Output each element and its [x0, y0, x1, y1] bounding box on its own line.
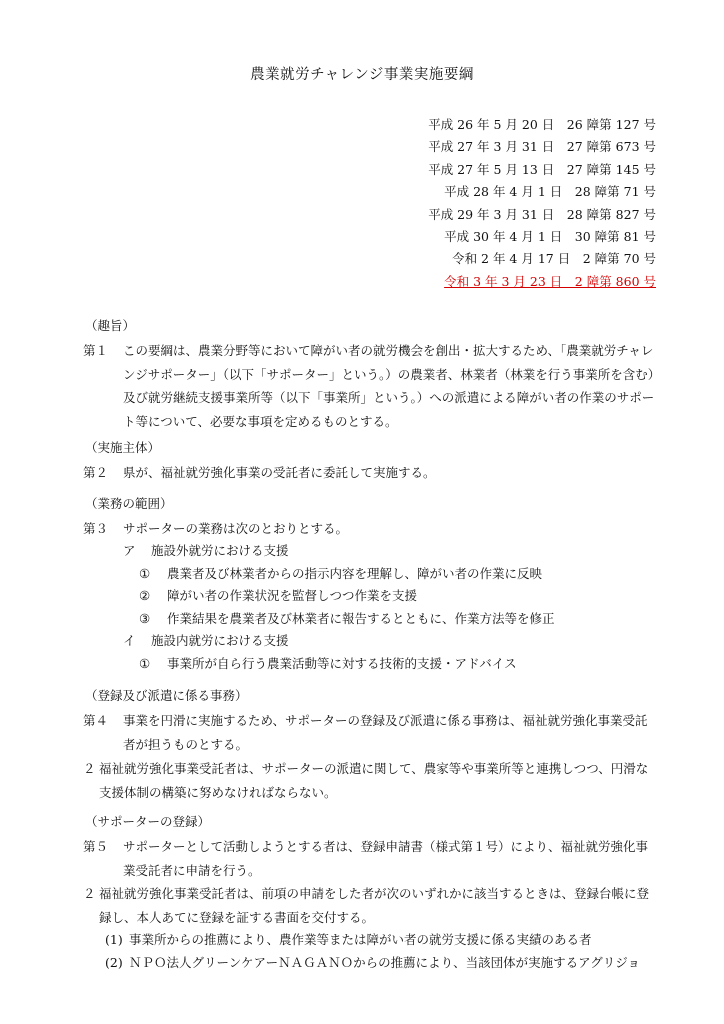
category-mark: イ — [123, 633, 136, 649]
document-title: 農業就労チャレンジ事業実施要綱 — [250, 67, 474, 83]
scope-item — [83, 563, 555, 586]
article-number: 第２ — [83, 465, 109, 480]
category-label: 施設外就労における支援 — [151, 543, 289, 558]
article-5 — [83, 835, 658, 882]
list-item — [105, 929, 640, 952]
revision-entry: 平成 30 年 4 月 1 日 30 障第 81 号 — [444, 229, 656, 245]
paragraph-text: 福祉就労強化事業受託者は、サポーターの派遣に関して、農家等や事業所等と連携しつつ、円滑な支援体制の構築に努めなければならない。 — [99, 761, 649, 800]
item-mark: (1) — [105, 932, 123, 947]
item-mark: ③ — [139, 610, 151, 626]
category-label: 施設内就労における支援 — [151, 633, 289, 649]
section-heading-scope: （業務の範囲） — [85, 496, 173, 511]
revision-entry: 令和 2 年 4 月 17 日 2 障第 70 号 — [452, 251, 656, 267]
article-3 — [83, 517, 658, 541]
scope-item — [83, 585, 555, 608]
scope-category-a — [83, 540, 555, 563]
revision-entry: 平成 28 年 4 月 1 日 28 障第 71 号 — [444, 184, 656, 200]
section-heading-registration-admin: （登録及び派遣に係る事務） — [85, 688, 248, 703]
registration-criteria-list — [105, 929, 640, 974]
article-text: 県が、福祉就労強化事業の受託者に委託して実施する。 — [123, 465, 436, 480]
category-mark: ア — [123, 543, 136, 558]
article-4 — [83, 709, 658, 756]
item-mark: ② — [139, 588, 151, 604]
item-text: 農業者及び林業者からの指示内容を理解し、障がい者の作業に反映 — [167, 565, 543, 581]
item-text: ＮＰＯ法人グリーンケアーＮＡＧＡＮＯからの推薦により、当該団体が実施するアグリジョ — [129, 954, 641, 970]
article-1 — [83, 339, 658, 433]
scope-task-list — [83, 540, 555, 676]
item-text: 作業結果を農業者及び林業者に報告するとともに、作業方法等を修正 — [167, 610, 555, 626]
paragraph-text: 福祉就労強化事業受託者は、前項の申請をした者が次のいずれかに該当するときは、登録台帳に登録し、本人あてに登録を証する書面を交付する。 — [99, 886, 650, 925]
article-text: サポーターとして活動しようとする者は、登録申請書（様式第１号）により、福祉就労強化事業受託者に申請を行う。 — [123, 839, 649, 878]
scope-category-b — [83, 630, 555, 653]
article-2 — [83, 461, 658, 485]
paragraph-number: ２ — [83, 886, 96, 901]
revision-entry-latest: 令和 3 年 3 月 23 日 2 障第 860 号 — [444, 273, 656, 289]
scope-item — [83, 653, 555, 676]
article-text: 事業を円滑に実施するため、サポーターの登録及び派遣に係る事務は、福祉就労強化事業受託者が担うものとする。 — [123, 713, 648, 752]
paragraph-number: ２ — [83, 761, 96, 776]
section-heading-implementer: （実施主体） — [85, 440, 161, 455]
article-text: サポーターの業務は次のとおりとする。 — [123, 521, 349, 536]
item-text: 事業所からの推薦により、農作業等または障がい者の就労支援に係る実績のある者 — [129, 932, 592, 947]
item-mark: (2) — [105, 954, 123, 970]
scope-item — [83, 608, 555, 631]
article-5-paragraph-2 — [83, 882, 658, 929]
article-4-paragraph-2 — [83, 757, 658, 804]
revision-entry: 平成 29 年 3 月 31 日 28 障第 827 号 — [428, 206, 656, 222]
item-mark: ① — [139, 655, 151, 671]
article-number: 第５ — [83, 839, 109, 854]
item-mark: ① — [139, 565, 151, 581]
revision-entry: 平成 27 年 3 月 31 日 27 障第 673 号 — [428, 139, 656, 155]
item-text: 事業所が自ら行う農業活動等に対する技術的支援・アドバイス — [167, 655, 517, 671]
revision-entry: 平成 27 年 5 月 13 日 27 障第 145 号 — [428, 161, 656, 177]
article-number: 第１ — [83, 343, 109, 358]
article-text: この要綱は、農業分野等において障がい者の就労機会を創出・拡大するため、「農業就労チャレンジサポーター」（以下「サポーター」という。）の農業者、林業者（林業を行う事業所を含む）及び就労継続支援事業所等（以下「事業所」という。）への派遣による障がい者の作業のサポート等について、必要な事項を定めるものとする。 — [123, 343, 655, 429]
article-number: 第３ — [83, 521, 109, 536]
section-heading-supporter-registration: （サポーターの登録） — [85, 814, 211, 829]
revision-history — [428, 114, 656, 293]
revision-entry: 平成 26 年 5 月 20 日 26 障第 127 号 — [428, 117, 656, 132]
list-item — [105, 952, 640, 975]
section-heading-purpose: （趣旨） — [85, 318, 136, 333]
article-number: 第４ — [83, 713, 109, 728]
item-text: 障がい者の作業状況を監督しつつ作業を支援 — [167, 588, 418, 604]
